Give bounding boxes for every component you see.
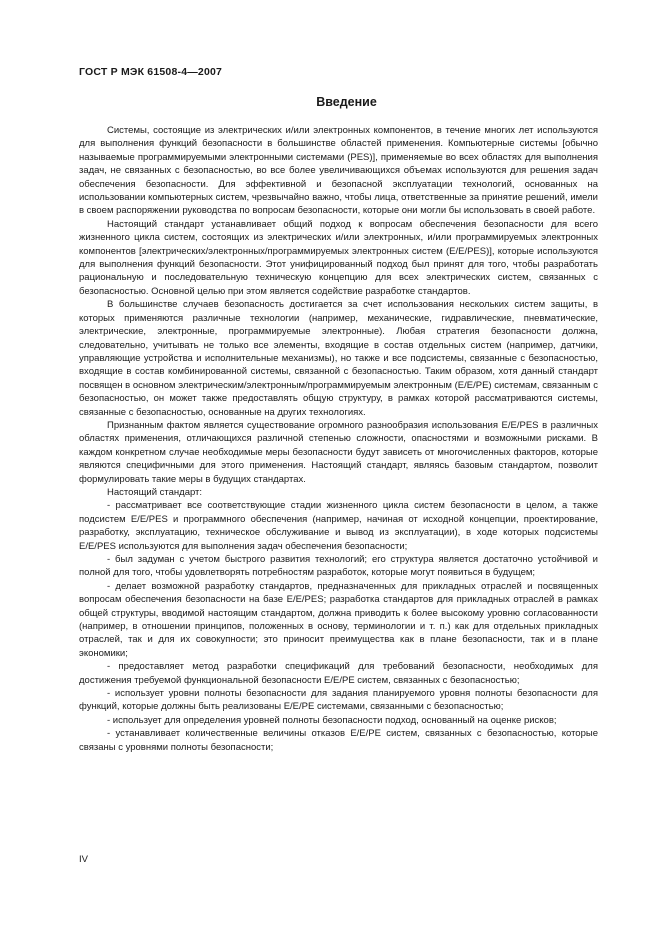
list-item: - был задуман с учетом быстрого развития технологий; его структура является достаточно устойчивой и полной для того, чтобы удовлетворять потребностям разработок, которые могут появиться в будущем; bbox=[79, 554, 598, 579]
paragraph: Настоящий стандарт: bbox=[107, 486, 203, 498]
list-item: - использует уровни полноты безопасности для задания планируемого уровня полноты безопасности для функций, которые должны быть реализованы E/E/PE системами, связанными с безопасностью; bbox=[79, 688, 598, 713]
list-item: - устанавливает количественные величины отказов E/E/PE систем, связанных с безопасностью, которые связаны с уровнями полноты безопасности; bbox=[79, 728, 598, 753]
list-item: - использует для определения уровней полноты безопасности подход, основанный на оценке рисков; bbox=[107, 714, 557, 726]
body-text bbox=[79, 124, 598, 754]
section-title: Введение bbox=[316, 95, 377, 109]
paragraph: В большинстве случаев безопасность достигается за счет использования нескольких систем защиты, в которых применяются различные технологии (например, механические, гидравлические, пневматические, электрические, электронные, программируемые электронные). Любая стратегия безопасности должна, следовательно, учитывать не только все элементы, входящие в состав отдельных систем (например, датчики, управляющие устройства и исполнительные механизмы), но также и все подсистемы, связанные с безопасностью, входящие в состав комбинированной системы, связанной с безопасностью. Таким образом, хотя данный стандарт посвящен в основном электрическим/электронным/программируемым электронным (E/E/PE) системам, связанным с безопасностью, он может также предоставлять общую структуру, в рамках которой рассматриваются системы, связанные с безопасностью, основанные на других технологиях. bbox=[79, 299, 598, 418]
page-number: IV bbox=[79, 854, 88, 865]
list-item: - делает возможной разработку стандартов, предназначенных для прикладных отраслей и посвященных вопросам обеспечения безопасности на базе E/E/PES; разработка стандартов для прикладных отраслей в рамках общей структуры, вводимой настоящим стандартом, должна приводить к более высокому уровню согласованности (например, в отношении принципов, положенных в основу, терминологии и т. п.) как для отдельных прикладных отраслей, так и для их совокупности; это приносит преимущества как в плане безопасности, так и в плане экономики; bbox=[79, 580, 598, 659]
paragraph: Настоящий стандарт устанавливает общий подход к вопросам обеспечения безопасности для всего жизненного цикла систем, состоящих из электрических и/или электронных, и/или программируемых электронных компонентов [электрических/электронных/программируемых электронных систем (E/E/PES)], которые используются для выполнения функций безопасности. Этот унифицированный подход был принят для того, чтобы разработать рациональную и последовательную техническую концепцию для всех электрических систем, связанных с безопасностью. Основной целью при этом является содействие разработке стандартов. bbox=[79, 218, 598, 297]
standard-header: ГОСТ Р МЭК 61508-4—2007 bbox=[79, 66, 223, 78]
list-item: - рассматривает все соответствующие стадии жизненного цикла систем безопасности в целом, а также подсистем E/E/PES и программного обеспечения (например, начиная от исходной концепции, проектирование, разработку, эксплуатацию, техническое обслуживание и вывод из эксплуатации), в ходе которых подсистемы E/E/PES используются для выполнения задач обеспечения безопасности; bbox=[79, 500, 598, 552]
list-item: - предоставляет метод разработки спецификаций для требований безопасности, необходимых для достижения требуемой функциональной безопасности E/E/PE систем, связанных с безопасностью; bbox=[79, 661, 598, 686]
paragraph: Системы, состоящие из электрических и/или электронных компонентов, в течение многих лет используются для выполнения функций безопасности в большинстве областей применения. Компьютерные системы [обычно называемые программируемыми электронными системами (PES)], применяемые во всех областях для выполнения задач, не связанных с безопасностью, во все более увеличивающихся объемах используются для решения задач обеспечения безопасности. Для эффективной и безопасной эксплуатации технологий, основанных на использовании компьютерных систем, чрезвычайно важно, чтобы лица, ответственные за принятие решений, имели в своем распоряжении руководства по вопросам безопасности, которые они могли бы использовать в своей работе. bbox=[79, 125, 598, 217]
paragraph: Признанным фактом является существование огромного разнообразия использования E/E/PES в различных областях применения, отличающихся различной степенью сложности, опасностями и возможными рисками. В каждом конкретном случае необходимые меры безопасности будут зависеть от многочисленных факторов, которые являются специфичными для этого применения. Настоящий стандарт, являясь базовым стандартом, позволит формулировать такие меры в будущих стандартах. bbox=[79, 419, 598, 485]
